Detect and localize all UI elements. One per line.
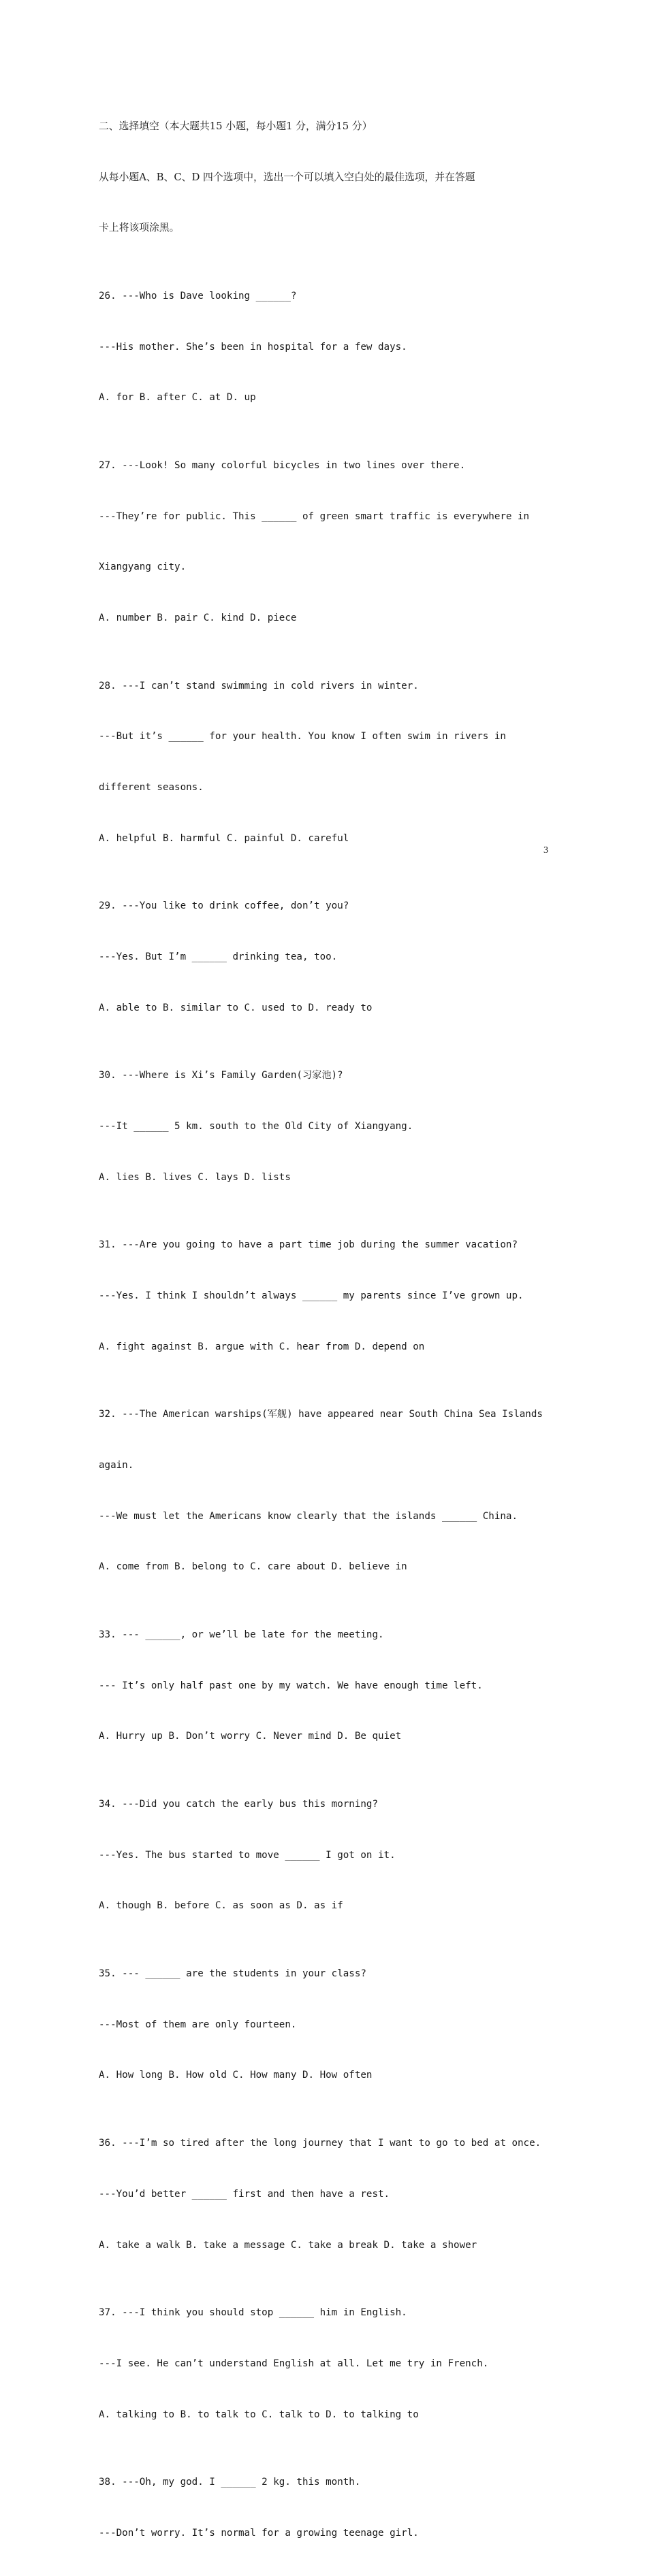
- question-30-response: ---It ______ 5 km. south to the Old City of Xiangyang.: [99, 1121, 413, 1132]
- question-36-options: A. take a walk B. take a message C. take a break D. take a shower: [99, 2239, 477, 2251]
- question-32-options: A. come from B. belong to C. care about D. believe in: [99, 1561, 407, 1573]
- question-35-response: ---Most of them are only fourteen.: [99, 2019, 297, 2030]
- question-26-prompt: 26. ---Who is Dave looking ______?: [99, 290, 297, 301]
- question-26-response: ---His mother. She’s been in hospital for a few days.: [99, 341, 407, 353]
- question-29-options: A. able to B. similar to C. used to D. ready to: [99, 1002, 373, 1013]
- question-27-prompt: 27. ---Look! So many colorful bicycles in two lines over there.: [99, 459, 466, 471]
- question-28-options: A. helpful B. harmful C. painful D. careful: [99, 832, 349, 844]
- question-38-prompt: 38. ---Oh, my god. I ______ 2 kg. this month.: [99, 2477, 361, 2488]
- question-34-prompt: 34. ---Did you catch the early bus this morning?: [99, 1799, 378, 1810]
- question-35-prompt: 35. --- ______ are the students in your class?: [99, 1968, 366, 1980]
- page-number: 3: [543, 845, 548, 855]
- question-36-response: ---You’d better ______ first and then have a rest.: [99, 2188, 390, 2200]
- question-31-response: ---Yes. I think I shouldn’t always ______ my parents since I’ve grown up.: [99, 1290, 524, 1302]
- question-28-response-cont: different seasons.: [99, 781, 204, 793]
- section-intro-line-1: 从每小题A、B、C、D 四个选项中，选出一个可以填入空白处的最佳选项，并在答题: [99, 171, 475, 183]
- question-33-response: --- It’s only half past one by my watch. We have enough time left.: [99, 1680, 483, 1691]
- question-36-prompt: 36. ---I’m so tired after the long journey that I want to go to bed at once.: [99, 2138, 541, 2149]
- question-38-response: ---Don’t worry. It’s normal for a growing teenage girl.: [99, 2527, 419, 2539]
- question-30-prompt: 30. ---Where is Xi’s Family Garden(习家池)?: [99, 1070, 343, 1081]
- question-28-response: ---But it’s ______ for your health. You know I often swim in rivers in: [99, 731, 506, 743]
- question-27-response-cont: Xiangyang city.: [99, 561, 187, 573]
- question-31-options: A. fight against B. argue with C. hear from D. depend on: [99, 1341, 425, 1352]
- question-37-options: A. talking to B. to talk to C. talk to D. to talking to: [99, 2409, 419, 2420]
- question-34-options: A. though B. before C. as soon as D. as if: [99, 1900, 343, 1912]
- section-intro-line-2: 卡上将该项涂黑。: [99, 222, 180, 234]
- question-30-options: A. lies B. lives C. lays D. lists: [99, 1171, 291, 1183]
- question-37-response: ---I see. He can’t understand English at all. Let me try in French.: [99, 2358, 489, 2369]
- question-34-response: ---Yes. The bus started to move ______ I got on it.: [99, 1849, 396, 1861]
- question-33-prompt: 33. --- ______, or we’ll be late for the meeting.: [99, 1629, 384, 1641]
- question-33-options: A. Hurry up B. Don’t worry C. Never mind D. Be quiet: [99, 1731, 402, 1742]
- exam-section: [99, 84, 562, 2576]
- section-title: 二、选择填空（本大题共15 小题，每小题1 分，满分15 分）: [99, 120, 373, 132]
- question-37-prompt: 37. ---I think you should stop ______ him in English.: [99, 2307, 407, 2319]
- question-32-prompt: 32. ---The American warships(军舰) have appeared near South China Sea Islands: [99, 1409, 543, 1420]
- question-27-response: ---They’re for public. This ______ of green smart traffic is everywhere in: [99, 510, 530, 522]
- question-35-options: A. How long B. How old C. How many D. How often: [99, 2070, 373, 2081]
- question-27-options: A. number B. pair C. kind D. piece: [99, 612, 297, 623]
- question-26-options: A. for B. after C. at D. up: [99, 392, 256, 404]
- question-32-prompt-cont: again.: [99, 1460, 134, 1471]
- question-28-prompt: 28. ---I can’t stand swimming in cold rivers in winter.: [99, 680, 419, 691]
- question-29-response: ---Yes. But I’m ______ drinking tea, too.: [99, 951, 338, 962]
- question-31-prompt: 31. ---Are you going to have a part time job during the summer vacation?: [99, 1239, 518, 1251]
- question-29-prompt: 29. ---You like to drink coffee, don’t you?: [99, 900, 349, 912]
- question-32-response: ---We must let the Americans know clearly that the islands ______ China.: [99, 1510, 518, 1522]
